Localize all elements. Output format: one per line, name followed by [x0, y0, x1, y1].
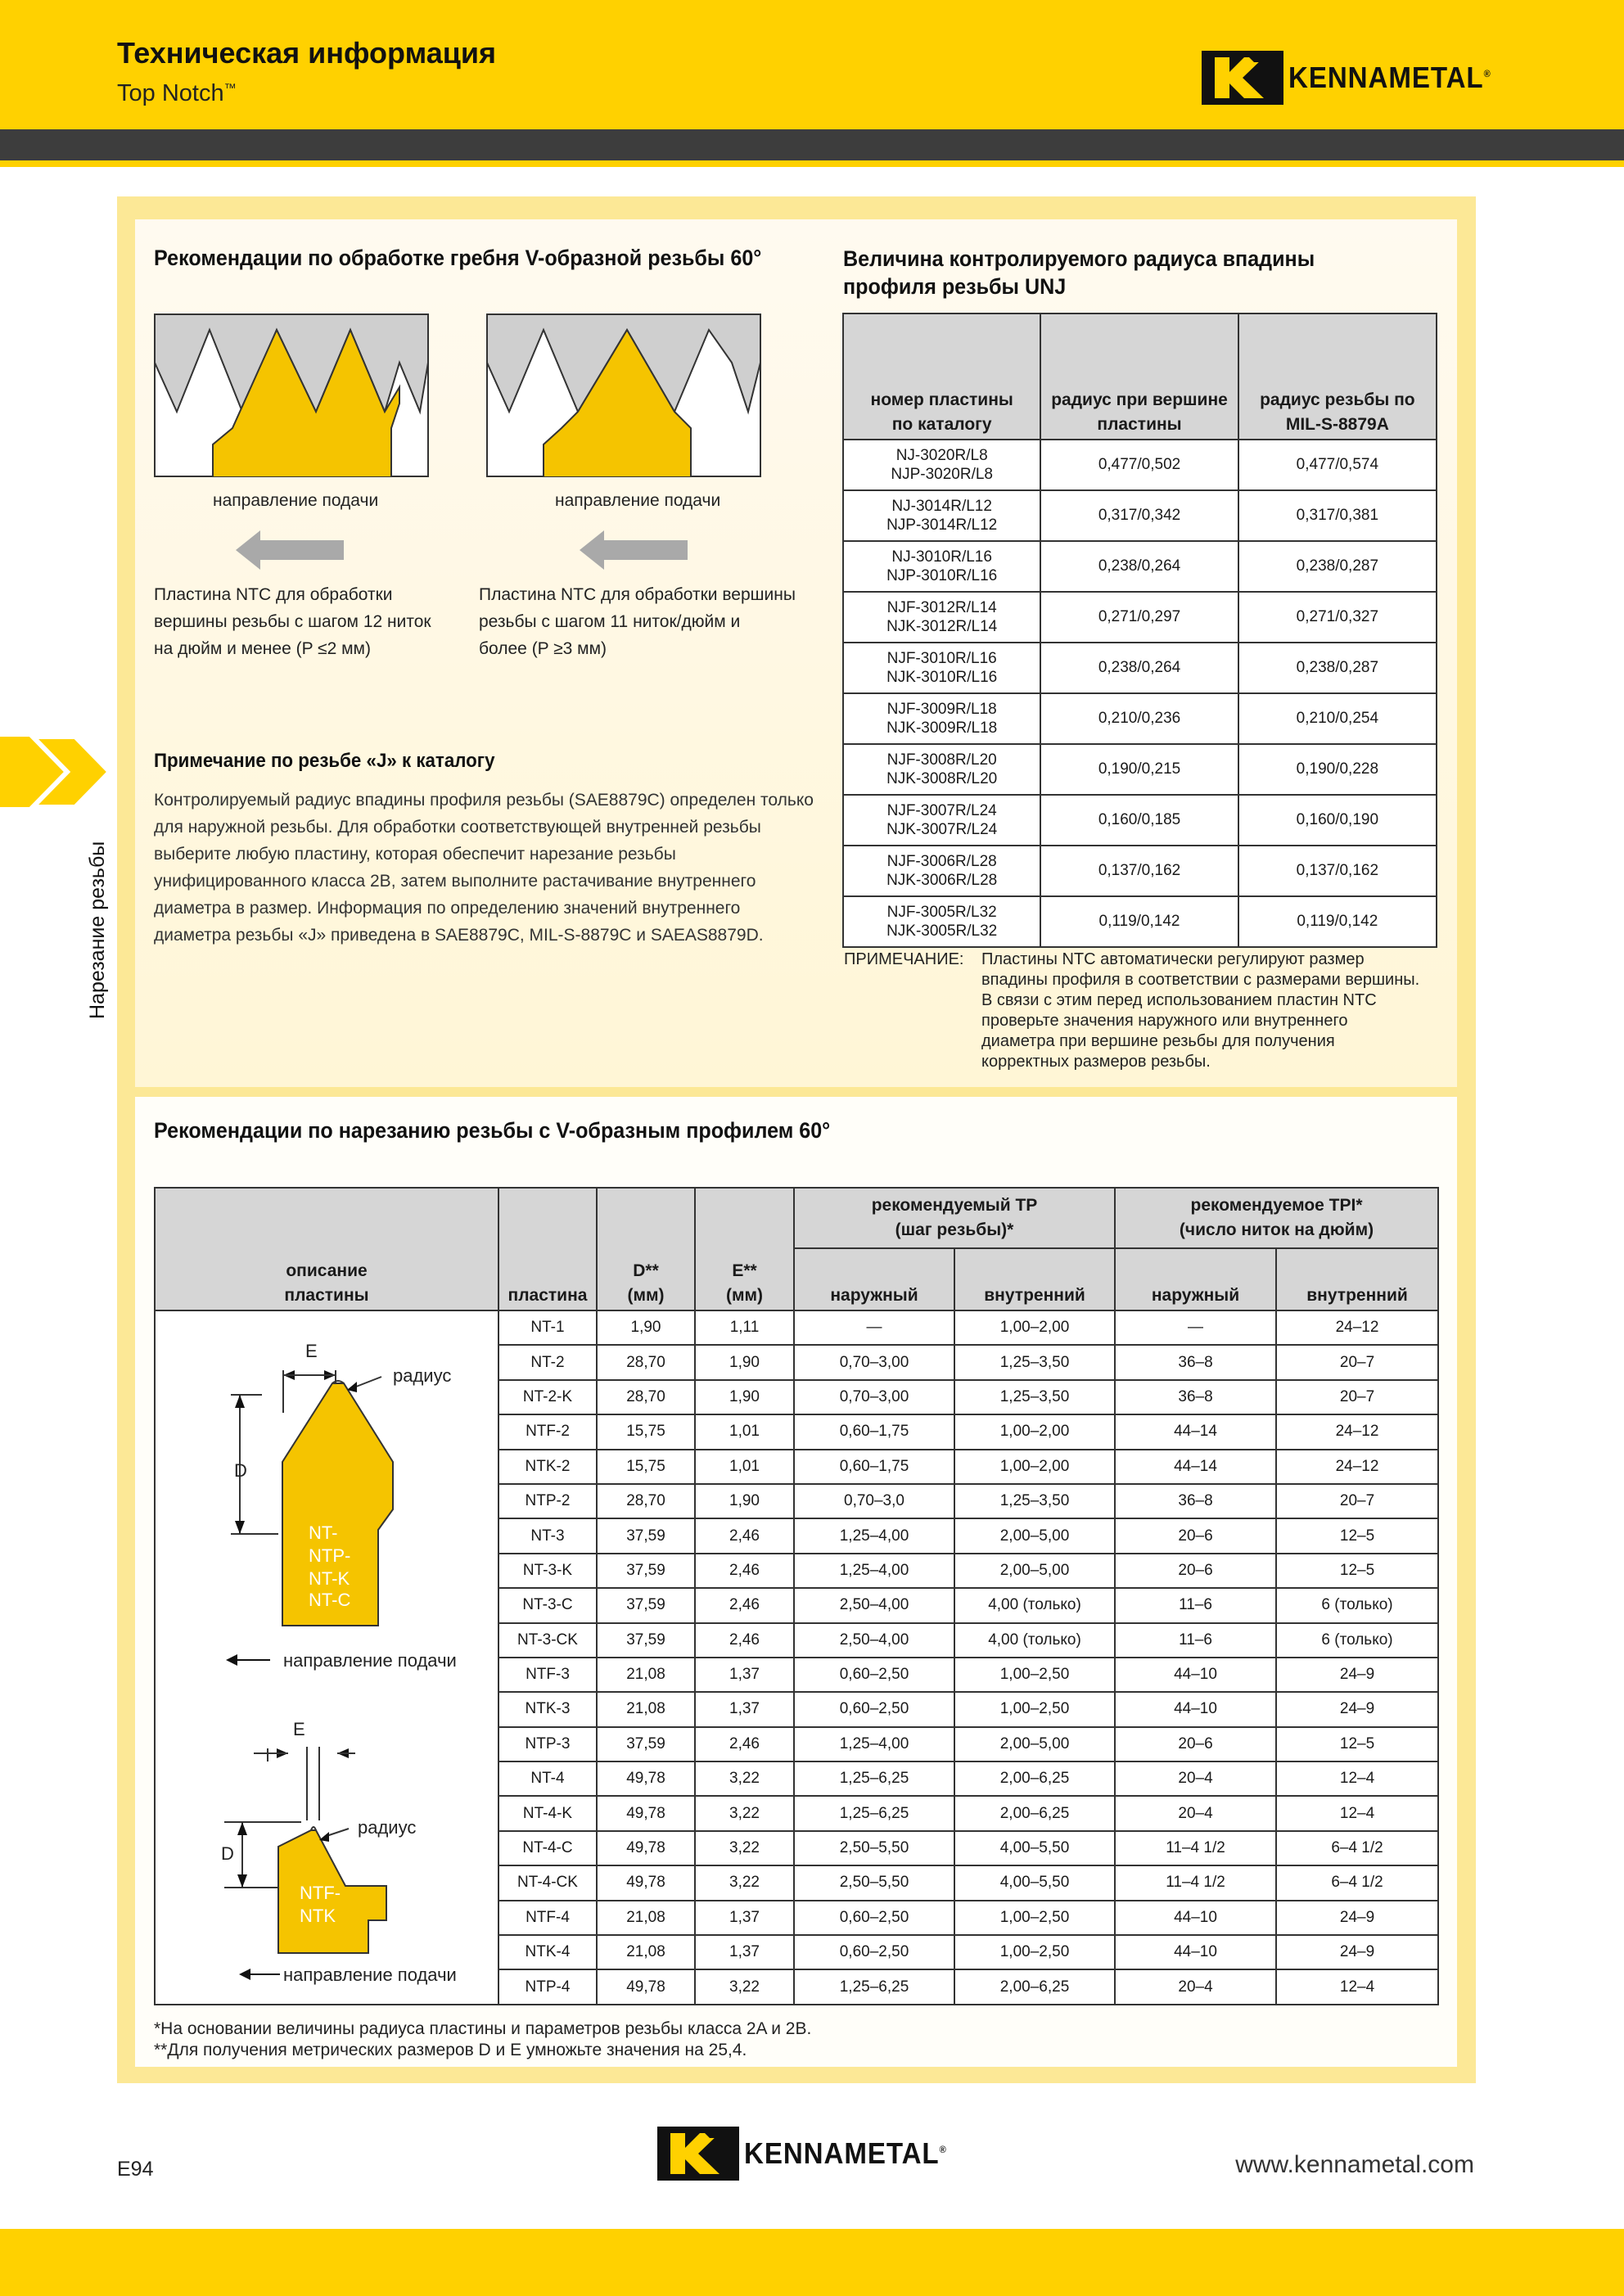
col-header-insert: пластина — [498, 1188, 597, 1310]
note-line: диаметра резьбы «J» приведена в SAE8879C, MIL-S-8879C и SAEAS8879D. — [154, 926, 764, 945]
header-line: радиус при вершине — [1051, 390, 1228, 409]
brand-text: KENNAMETAL — [1288, 61, 1484, 94]
tpi-external-cell: 20–4 — [1115, 1796, 1276, 1830]
insert-cell: NTF-4 — [498, 1901, 597, 1935]
unj-header-row — [843, 314, 1437, 440]
insert-radius-cell: 0,160/0,185 — [1040, 795, 1238, 846]
tpi-internal-cell: 24–9 — [1276, 1935, 1438, 1969]
tpi-external-cell: 20–4 — [1115, 1761, 1276, 1796]
tpi-internal-cell: 12–4 — [1276, 1796, 1438, 1830]
d-cell: 15,75 — [597, 1450, 695, 1484]
catalog-number-cell: NJF-3005R/L32 NJK-3005R/L32 — [843, 896, 1040, 947]
tpi-internal-cell: 24–9 — [1276, 1658, 1438, 1692]
feed-arrow-icon — [239, 1969, 250, 1980]
catalog-number-cell: NJF-3010R/L16 NJK-3010R/L16 — [843, 643, 1040, 693]
tp-internal-cell: 1,00–2,00 — [954, 1310, 1115, 1345]
insert-type-label: NT- — [309, 1522, 338, 1543]
insert-cell: NT-2 — [498, 1345, 597, 1379]
thread-radius-cell: 0,190/0,228 — [1238, 744, 1437, 795]
note-label: ПРИМЕЧАНИЕ: — [844, 950, 964, 968]
e-cell: 3,22 — [695, 1796, 794, 1830]
insert-cell: NTK-2 — [498, 1450, 597, 1484]
tp-internal-cell: 2,00–5,00 — [954, 1518, 1115, 1553]
note-line: Контролируемый радиус впадины профиля резьбы (SAE8879C) определен только — [154, 791, 814, 810]
tp-internal-cell: 2,00–6,25 — [954, 1761, 1115, 1796]
col-header-tp-internal: внутренний — [954, 1248, 1115, 1310]
insert-cell: NTP-4 — [498, 1969, 597, 2004]
insert-radius-cell: 0,210/0,236 — [1040, 693, 1238, 744]
thread-crest-diagram-right — [486, 314, 761, 477]
header-line: по каталогу — [891, 415, 992, 434]
catalog-number-cell: NJF-3006R/L28 NJK-3006R/L28 — [843, 846, 1040, 896]
tp-internal-cell: 4,00 (только) — [954, 1588, 1115, 1622]
feed-direction-label-left: направление подачи — [213, 491, 379, 510]
tp-external-cell: 2,50–5,50 — [794, 1865, 954, 1900]
tpi-internal-cell: 12–4 — [1276, 1969, 1438, 2004]
insert-cell: NT-3 — [498, 1518, 597, 1553]
tp-external-cell: — — [794, 1310, 954, 1345]
table-row — [843, 693, 1437, 744]
d-cell: 28,70 — [597, 1380, 695, 1414]
brand-name — [1288, 61, 1491, 95]
feed-direction-label: направление подачи — [283, 1650, 457, 1671]
table-row — [843, 846, 1437, 896]
catalog-note-body — [154, 787, 814, 949]
tpi-internal-cell: 24–12 — [1276, 1450, 1438, 1484]
header-line: MIL-S-8879A — [1285, 415, 1389, 434]
insert-type-label: NTP- — [309, 1545, 351, 1566]
insert-radius-cell: 0,190/0,215 — [1040, 744, 1238, 795]
side-tab-label: Нарезание резьбы — [86, 841, 109, 1019]
e-cell: 2,46 — [695, 1518, 794, 1553]
kennametal-k-icon — [657, 2127, 739, 2181]
catalog-number-cell: NJ-3010R/L16 NJP-3010R/L16 — [843, 541, 1040, 592]
page-number: E94 — [117, 2158, 154, 2181]
d-dimension-label: D — [221, 1843, 234, 1864]
table-row — [843, 795, 1437, 846]
thread-radius-cell: 0,271/0,327 — [1238, 592, 1437, 643]
insert-cell: NTP-3 — [498, 1727, 597, 1761]
tpi-internal-cell: 6 (только) — [1276, 1588, 1438, 1622]
catalog-number-cell: NJF-3008R/L20 NJK-3008R/L20 — [843, 744, 1040, 795]
thread-radius-cell: 0,210/0,254 — [1238, 693, 1437, 744]
tp-external-cell: 0,70–3,00 — [794, 1380, 954, 1414]
page-header — [0, 0, 1624, 129]
thread-radius-cell: 0,317/0,381 — [1238, 490, 1437, 541]
table-row — [843, 643, 1437, 693]
tpi-external-cell: 36–8 — [1115, 1380, 1276, 1414]
trademark-mark: ™ — [223, 81, 237, 96]
tp-internal-cell: 1,00–2,00 — [954, 1450, 1115, 1484]
thread-radius-cell: 0,137/0,162 — [1238, 846, 1437, 896]
tp-external-cell: 0,60–2,50 — [794, 1658, 954, 1692]
header-line: пластины — [1097, 415, 1182, 434]
tpi-external-cell: 36–8 — [1115, 1484, 1276, 1518]
d-cell: 37,59 — [597, 1623, 695, 1658]
tp-external-cell: 1,25–4,00 — [794, 1554, 954, 1588]
e-cell: 1,37 — [695, 1935, 794, 1969]
col-header-d: D** (мм) — [597, 1188, 695, 1310]
d-cell: 49,78 — [597, 1831, 695, 1865]
insert-cell: NTP-2 — [498, 1484, 597, 1518]
tpi-internal-cell: 12–5 — [1276, 1518, 1438, 1553]
ntf-insert-diagram — [221, 1719, 457, 1985]
insert-cell: NT-4-C — [498, 1831, 597, 1865]
tp-external-cell: 1,25–4,00 — [794, 1727, 954, 1761]
d-cell: 21,08 — [597, 1935, 695, 1969]
d-cell: 15,75 — [597, 1414, 695, 1449]
insert-radius-cell: 0,238/0,264 — [1040, 643, 1238, 693]
d-cell: 37,59 — [597, 1518, 695, 1553]
e-cell: 1,01 — [695, 1450, 794, 1484]
footnote-1: *На основании величины радиуса пластины и параметров резьбы класса 2A и 2B. — [154, 2019, 812, 2038]
tpi-internal-cell: 12–4 — [1276, 1761, 1438, 1796]
tpi-internal-cell: 20–7 — [1276, 1380, 1438, 1414]
tpi-internal-cell: 6 (только) — [1276, 1623, 1438, 1658]
tpi-external-cell: 11–4 1/2 — [1115, 1865, 1276, 1900]
d-cell: 49,78 — [597, 1796, 695, 1830]
tp-external-cell: 2,50–4,00 — [794, 1623, 954, 1658]
tp-internal-cell: 2,00–5,00 — [954, 1554, 1115, 1588]
unj-title-line: профиля резьбы UNJ — [843, 274, 1067, 299]
section-chevron-icon — [0, 737, 115, 807]
tp-internal-cell: 1,25–3,50 — [954, 1345, 1115, 1379]
e-dimension-label: E — [293, 1719, 305, 1739]
e-cell: 2,46 — [695, 1588, 794, 1622]
tpi-external-cell: 36–8 — [1115, 1345, 1276, 1379]
insert-type-label: NT-K — [309, 1568, 350, 1589]
registered-mark: ® — [1483, 68, 1491, 79]
tp-internal-cell: 1,00–2,50 — [954, 1935, 1115, 1969]
thread-radius-cell: 0,477/0,574 — [1238, 440, 1437, 490]
thread-radius-cell: 0,160/0,190 — [1238, 795, 1437, 846]
note-body — [981, 950, 1489, 1072]
d-cell: 28,70 — [597, 1484, 695, 1518]
tp-external-cell: 0,60–2,50 — [794, 1901, 954, 1935]
radius-label: радиус — [358, 1817, 417, 1838]
note-line: для наружной резьбы. Для обработки соответствующей внутренней резьбы — [154, 818, 761, 837]
tpi-external-cell: 20–4 — [1115, 1969, 1276, 2004]
insert-type-label: NTF- — [300, 1883, 341, 1903]
ntc-large-pitch-desc — [479, 581, 796, 662]
table-row — [843, 490, 1437, 541]
tp-external-cell: 0,70–3,0 — [794, 1484, 954, 1518]
feed-arrow-icon-right — [580, 530, 688, 570]
tpi-external-cell: 44–10 — [1115, 1935, 1276, 1969]
e-cell: 2,46 — [695, 1727, 794, 1761]
e-cell: 3,22 — [695, 1865, 794, 1900]
tpi-internal-cell: 12–5 — [1276, 1727, 1438, 1761]
catalog-number-cell: NJ-3014R/L12 NJP-3014R/L12 — [843, 490, 1040, 541]
col-header-description: описание пластины — [155, 1188, 498, 1310]
e-cell: 3,22 — [695, 1831, 794, 1865]
insert-type-label: NT-C — [309, 1590, 351, 1610]
insert-cell: NT-1 — [498, 1310, 597, 1345]
table-row — [843, 744, 1437, 795]
tp-external-cell: 1,25–4,00 — [794, 1518, 954, 1553]
col-header-tpi-internal: внутренний — [1276, 1248, 1438, 1310]
col-header-tpi: рекомендуемое TPI* (число ниток на дюйм) — [1115, 1188, 1438, 1248]
e-cell: 3,22 — [695, 1969, 794, 2004]
insert-radius-cell: 0,137/0,162 — [1040, 846, 1238, 896]
col-header-insert-radius — [1040, 314, 1238, 440]
insert-cell: NT-4-K — [498, 1796, 597, 1830]
insert-cell: NT-4 — [498, 1761, 597, 1796]
footnote-2: **Для получения метрических размеров D и E умножьте значения на 25,4. — [154, 2041, 747, 2059]
note-line: В связи с этим перед использованием пластин NTC — [981, 991, 1377, 1009]
tp-internal-cell: 1,00–2,50 — [954, 1901, 1115, 1935]
insert-radius-cell: 0,238/0,264 — [1040, 541, 1238, 592]
unj-title — [843, 245, 1315, 300]
tpi-external-cell: 44–10 — [1115, 1658, 1276, 1692]
header-row-top — [155, 1188, 1438, 1248]
page-title: Техническая информация — [117, 36, 497, 70]
note-line: диаметра при вершине резьбы для получения — [981, 1032, 1335, 1050]
table-row — [843, 541, 1437, 592]
unj-title-line: Величина контролируемого радиуса впадины — [843, 246, 1315, 271]
tp-internal-cell: 2,00–5,00 — [954, 1727, 1115, 1761]
tpi-external-cell: 44–10 — [1115, 1901, 1276, 1935]
e-cell: 1,90 — [695, 1484, 794, 1518]
desc-line: резьбы с шагом 11 ниток/дюйм и — [479, 612, 741, 631]
insert-cell: NTF-3 — [498, 1658, 597, 1692]
e-dimension-label: E — [305, 1341, 318, 1361]
tpi-internal-cell: 24–9 — [1276, 1901, 1438, 1935]
insert-radius-cell: 0,317/0,342 — [1040, 490, 1238, 541]
threading-recommendations-title: Рекомендации по нарезанию резьбы с V-образным профилем 60° — [154, 1118, 831, 1143]
insert-cell: NTF-2 — [498, 1414, 597, 1449]
e-cell: 1,01 — [695, 1414, 794, 1449]
insert-cell: NT-2-K — [498, 1380, 597, 1414]
desc-line: вершины резьбы с шагом 12 ниток — [154, 612, 431, 631]
subtitle-text: Top Notch — [117, 80, 224, 106]
footnotes — [154, 2019, 811, 2061]
tp-external-cell: 0,70–3,00 — [794, 1345, 954, 1379]
e-cell: 1,37 — [695, 1901, 794, 1935]
footer-yellow-bar — [0, 2229, 1624, 2296]
tp-external-cell: 0,60–2,50 — [794, 1935, 954, 1969]
insert-cell: NT-3-K — [498, 1554, 597, 1588]
insert-cell: NT-3-CK — [498, 1623, 597, 1658]
tpi-internal-cell: 20–7 — [1276, 1345, 1438, 1379]
tpi-external-cell: 20–6 — [1115, 1518, 1276, 1553]
insert-radius-cell: 0,119/0,142 — [1040, 896, 1238, 947]
tp-internal-cell: 2,00–6,25 — [954, 1796, 1115, 1830]
insert-radius-cell: 0,477/0,502 — [1040, 440, 1238, 490]
insert-type-label: NTK — [300, 1906, 336, 1926]
kennametal-logo — [1202, 51, 1509, 105]
ntc-small-pitch-desc — [154, 581, 431, 662]
tp-internal-cell: 1,00–2,50 — [954, 1692, 1115, 1726]
tp-internal-cell: 4,00 (только) — [954, 1623, 1115, 1658]
tp-internal-cell: 1,00–2,50 — [954, 1658, 1115, 1692]
insert-cell: NTK-4 — [498, 1935, 597, 1969]
tpi-external-cell: 44–10 — [1115, 1692, 1276, 1726]
d-cell: 49,78 — [597, 1761, 695, 1796]
note-line: диаметра в размер. Информация по определению значений внутреннего — [154, 899, 741, 918]
tpi-external-cell: 11–6 — [1115, 1588, 1276, 1622]
tpi-external-cell: 20–6 — [1115, 1554, 1276, 1588]
d-cell: 21,08 — [597, 1692, 695, 1726]
note-line: унифицированного класса 2B, затем выполните растачивание внутреннего — [154, 872, 756, 891]
tp-internal-cell: 1,25–3,50 — [954, 1484, 1115, 1518]
d-cell: 37,59 — [597, 1554, 695, 1588]
e-cell: 2,46 — [695, 1623, 794, 1658]
footer-kennametal-logo — [657, 2127, 964, 2181]
note-line: проверьте значения наружного или внутреннего — [981, 1012, 1348, 1030]
tpi-external-cell: 11–4 1/2 — [1115, 1831, 1276, 1865]
tpi-external-cell: — — [1115, 1310, 1276, 1345]
d-cell: 21,08 — [597, 1658, 695, 1692]
feed-direction-label: направление подачи — [283, 1964, 457, 1985]
feed-arrow-icon — [226, 1654, 237, 1666]
col-header-tpi-external: наружный — [1115, 1248, 1276, 1310]
brand-text: KENNAMETAL — [744, 2136, 940, 2170]
col-header-e: E** (мм) — [695, 1188, 794, 1310]
header-yellow-line — [0, 160, 1624, 167]
d-cell: 21,08 — [597, 1901, 695, 1935]
note-line: корректных размеров резьбы. — [981, 1053, 1211, 1071]
insert-cell: NT-3-C — [498, 1588, 597, 1622]
insert-cell: NTK-3 — [498, 1692, 597, 1726]
catalog-note-title: Примечание по резьбе «J» к каталогу — [154, 750, 495, 772]
tpi-internal-cell: 24–12 — [1276, 1310, 1438, 1345]
website-link[interactable]: www.kennametal.com — [1235, 2151, 1474, 2178]
tp-external-cell: 1,25–6,25 — [794, 1969, 954, 2004]
unj-radius-table — [842, 313, 1437, 948]
brand-name — [744, 2136, 947, 2171]
tp-internal-cell: 4,00–5,50 — [954, 1865, 1115, 1900]
crest-recommendations-title: Рекомендации по обработке гребня V-образной резьбы 60° — [154, 246, 762, 270]
nt-insert-diagram — [226, 1341, 457, 1671]
tpi-external-cell: 11–6 — [1115, 1623, 1276, 1658]
tpi-external-cell: 20–6 — [1115, 1727, 1276, 1761]
insert-radius-cell: 0,271/0,297 — [1040, 592, 1238, 643]
tp-external-cell: 0,60–2,50 — [794, 1692, 954, 1726]
feed-arrow-icon-left — [236, 530, 344, 570]
note-line: выберите любую пластину, которая обеспечит нарезание резьбы — [154, 845, 676, 864]
insert-profile-diagrams — [156, 1313, 496, 2001]
e-cell: 1,37 — [695, 1692, 794, 1726]
feed-direction-label-right: направление подачи — [555, 491, 721, 510]
d-cell: 49,78 — [597, 1969, 695, 2004]
e-cell: 1,37 — [695, 1658, 794, 1692]
tp-external-cell: 2,50–4,00 — [794, 1588, 954, 1622]
header-line: радиус резьбы по — [1260, 390, 1415, 409]
d-cell: 1,90 — [597, 1310, 695, 1345]
tpi-external-cell: 44–14 — [1115, 1450, 1276, 1484]
header-dark-bar — [0, 129, 1624, 160]
d-dimension-label: D — [234, 1460, 247, 1481]
tpi-internal-cell: 6–4 1/2 — [1276, 1831, 1438, 1865]
catalog-number-cell: NJF-3007R/L24 NJK-3007R/L24 — [843, 795, 1040, 846]
d-cell: 28,70 — [597, 1345, 695, 1379]
page-subtitle — [117, 80, 237, 107]
catalog-number-cell: NJF-3012R/L14 NJK-3012R/L14 — [843, 592, 1040, 643]
thread-radius-cell: 0,238/0,287 — [1238, 643, 1437, 693]
tpi-internal-cell: 24–9 — [1276, 1692, 1438, 1726]
d-cell: 37,59 — [597, 1588, 695, 1622]
tpi-internal-cell: 20–7 — [1276, 1484, 1438, 1518]
col-header-tp: рекомендуемый TP (шаг резьбы)* — [794, 1188, 1115, 1248]
d-cell: 49,78 — [597, 1865, 695, 1900]
col-header-thread-radius — [1238, 314, 1437, 440]
desc-line: Пластина NTC для обработки вершины — [479, 585, 796, 604]
registered-mark: ® — [939, 2144, 947, 2155]
e-cell: 2,46 — [695, 1554, 794, 1588]
desc-line: на дюйм и менее (P ≤2 мм) — [154, 639, 371, 658]
e-cell: 3,22 — [695, 1761, 794, 1796]
tpi-internal-cell: 12–5 — [1276, 1554, 1438, 1588]
catalog-number-cell: NJF-3009R/L18 NJK-3009R/L18 — [843, 693, 1040, 744]
catalog-number-cell: NJ-3020R/L8 NJP-3020R/L8 — [843, 440, 1040, 490]
tp-internal-cell: 4,00–5,50 — [954, 1831, 1115, 1865]
d-cell: 37,59 — [597, 1727, 695, 1761]
table-row — [843, 896, 1437, 947]
table-row — [843, 440, 1437, 490]
note-line: впадины профиля в соответствии с размерами вершины. — [981, 971, 1420, 989]
tpi-external-cell: 44–14 — [1115, 1414, 1276, 1449]
tp-external-cell: 0,60–1,75 — [794, 1414, 954, 1449]
tp-internal-cell: 1,25–3,50 — [954, 1380, 1115, 1414]
tp-internal-cell: 1,00–2,00 — [954, 1414, 1115, 1449]
tp-internal-cell: 2,00–6,25 — [954, 1969, 1115, 2004]
e-cell: 1,90 — [695, 1380, 794, 1414]
tp-external-cell: 2,50–5,50 — [794, 1831, 954, 1865]
note-line: Пластины NTC автоматически регулируют размер — [981, 950, 1365, 968]
desc-line: более (P ≥3 мм) — [479, 639, 607, 658]
kennametal-k-icon — [1202, 51, 1283, 105]
tpi-internal-cell: 24–12 — [1276, 1414, 1438, 1449]
e-cell: 1,90 — [695, 1345, 794, 1379]
tp-external-cell: 1,25–6,25 — [794, 1761, 954, 1796]
e-cell: 1,11 — [695, 1310, 794, 1345]
tp-external-cell: 0,60–1,75 — [794, 1450, 954, 1484]
desc-line: Пластина NTC для обработки — [154, 585, 393, 604]
col-header-tp-external: наружный — [794, 1248, 954, 1310]
col-header-catalog-number — [843, 314, 1040, 440]
tpi-internal-cell: 6–4 1/2 — [1276, 1865, 1438, 1900]
insert-cell: NT-4-CK — [498, 1865, 597, 1900]
tp-external-cell: 1,25–6,25 — [794, 1796, 954, 1830]
radius-label: радиус — [393, 1365, 452, 1386]
thread-crest-diagram-left — [154, 314, 429, 477]
thread-radius-cell: 0,119/0,142 — [1238, 896, 1437, 947]
header-line: номер пластины — [870, 390, 1013, 409]
table-row — [843, 592, 1437, 643]
thread-radius-cell: 0,238/0,287 — [1238, 541, 1437, 592]
